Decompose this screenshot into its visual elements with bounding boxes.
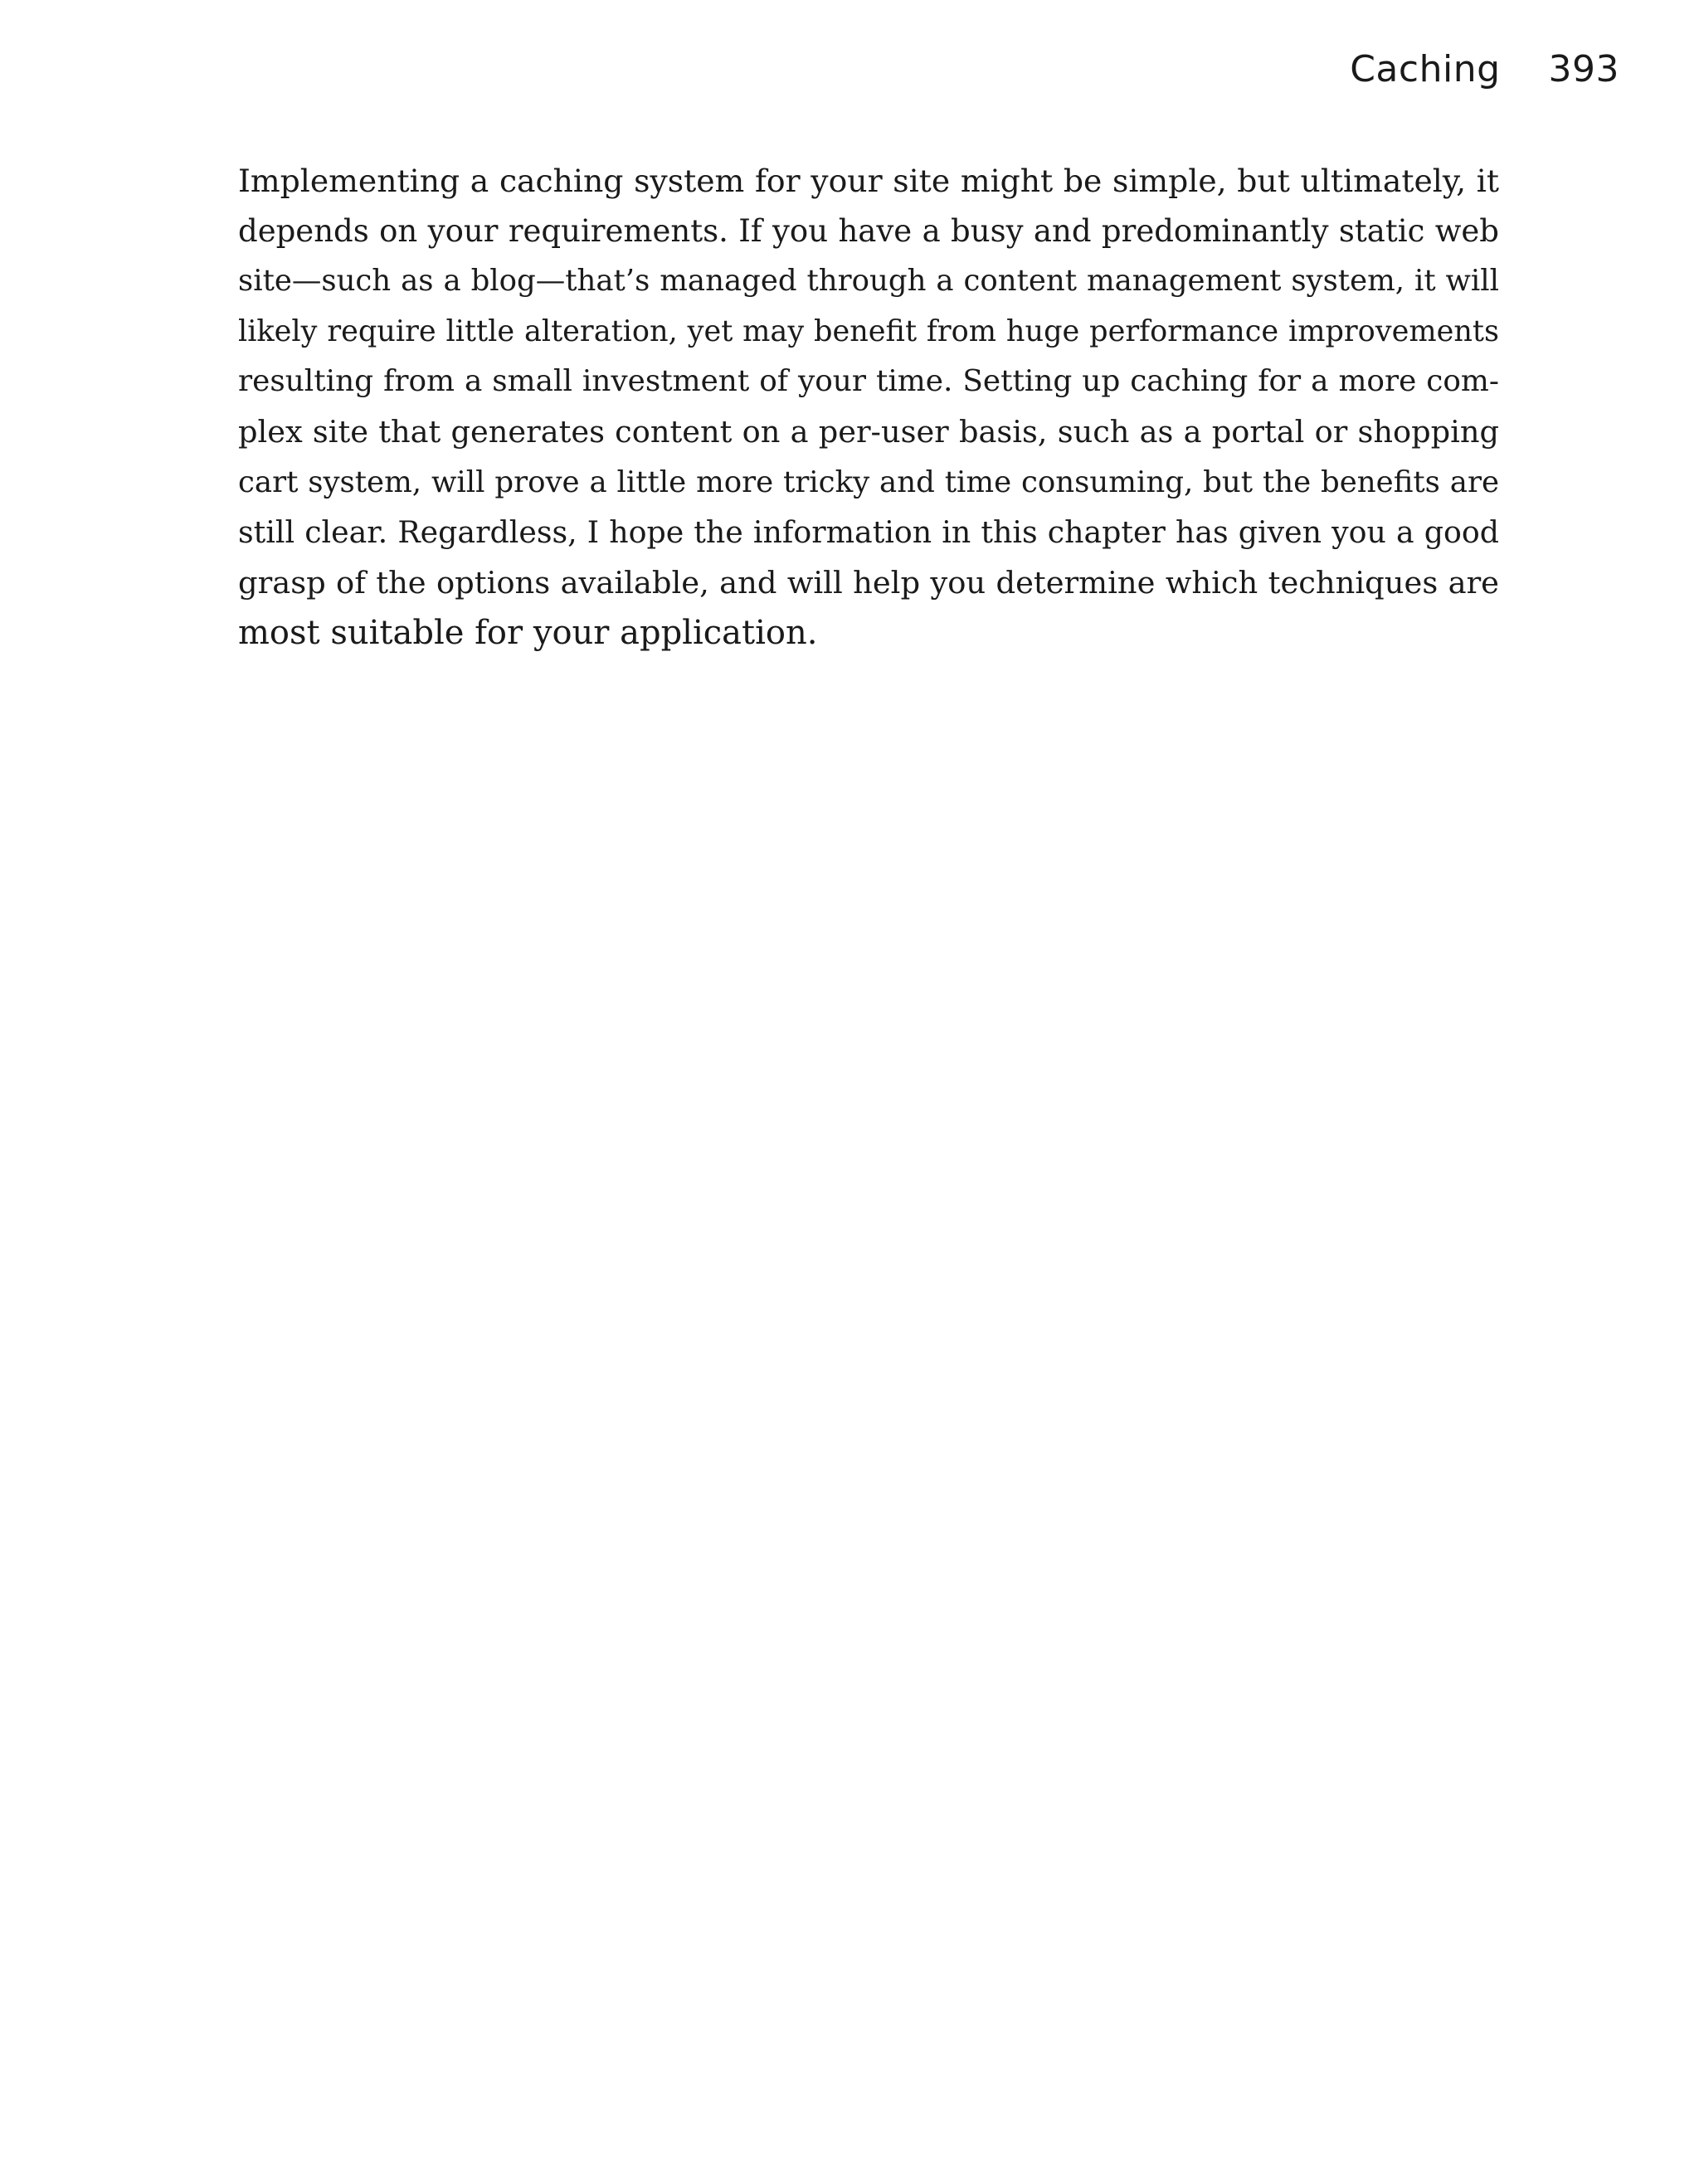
paragraph-line: Implementing a caching system for your site might be simple, but ultimately, it (238, 163, 1499, 199)
paragraph-line: grasp of the options available, and will help you determine which techniques are (238, 564, 1499, 601)
paragraph-line: site—such as a blog—that’s managed through a content management system, it will (238, 264, 1499, 299)
paragraph-line: depends on your requirements. If you have a busy and predominantly static web (238, 212, 1499, 249)
page-number: 393 (1548, 48, 1619, 90)
paragraph-line: resulting from a small investment of your time. Setting up caching for a more com- (238, 364, 1499, 399)
section-title: Caching (1350, 48, 1501, 90)
paragraph-line: likely require little alteration, yet may benefit from huge performance improvements (238, 314, 1499, 348)
paragraph-line: still clear. Regardless, I hope the information in this chapter has given you a good (238, 514, 1499, 551)
paragraph-line: most suitable for your application. (238, 614, 818, 653)
running-header (1350, 48, 1619, 90)
body-paragraph (238, 156, 1499, 659)
paragraph-line: plex site that generates content on a per-user basis, such as a portal or shopping (238, 413, 1499, 450)
paragraph-line: cart system, will prove a little more tricky and time consuming, but the benefits are (238, 465, 1499, 499)
